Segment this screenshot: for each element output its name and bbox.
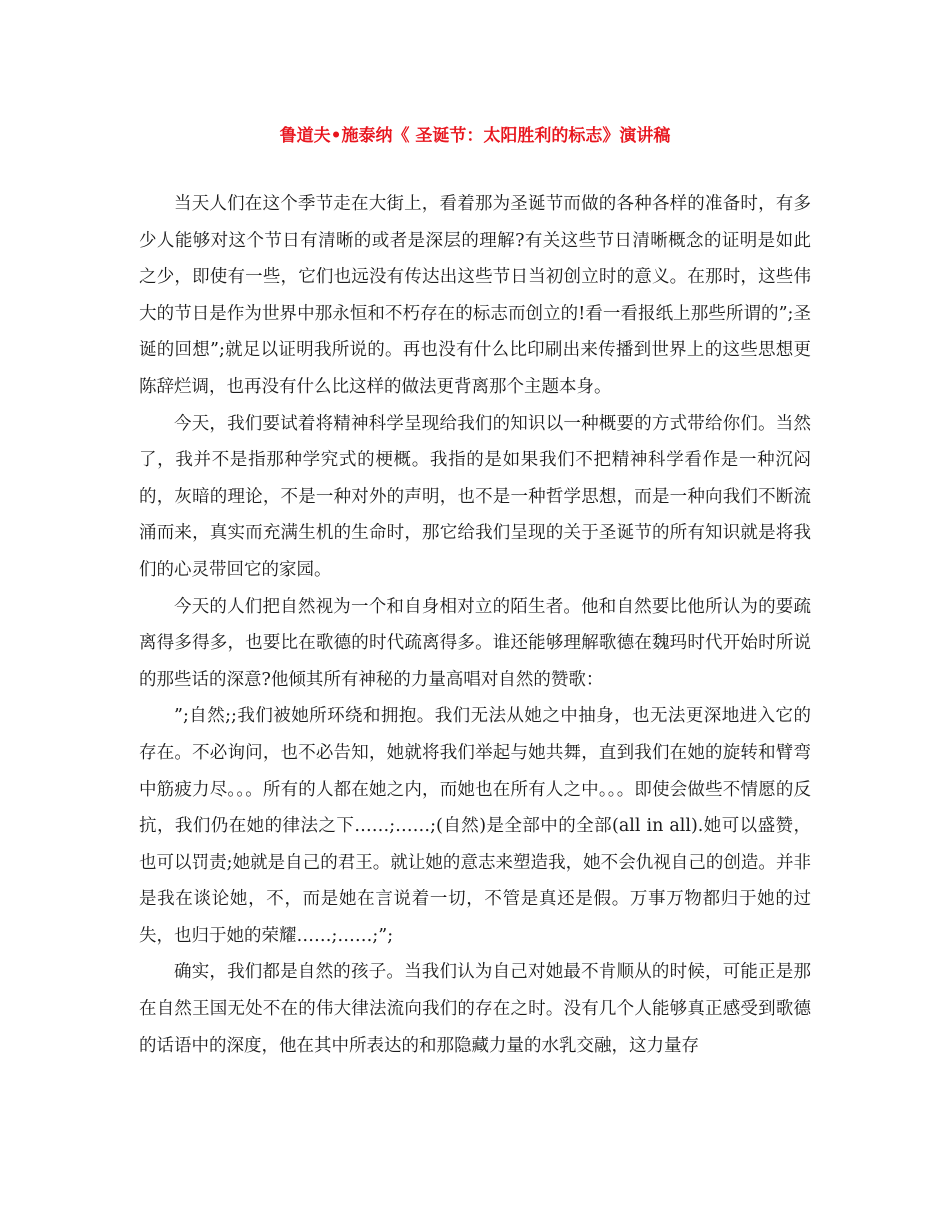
paragraph: 确实，我们都是自然的孩子。当我们认为自己对她最不肯顺从的时候，可能正是那在自然王国无处不在的伟大律法流向我们的存在之时。没有几个人能够真正感受到歌德的话语中的深度，他在其中所表达的和那隐藏力量的水乳交融，这力量存 [139,962,811,1056]
paragraph: 今天，我们要试着将精神科学呈现给我们的知识以一种概要的方式带给你们。当然了，我并不是指那种学究式的梗概。我指的是如果我们不把精神科学看作是一种沉闷的，灰暗的理论，不是一种对外的声明，也不是一种哲学思想，而是一种向我们不断流涌而来，真实而充满生机的生命时，那它给我们呈现的关于圣诞节的所有知识就是将我们的心灵带回它的家园。 [139,413,811,580]
paragraph: 今天的人们把自然视为一个和自身相对立的陌生者。他和自然要比他所认为的要疏离得多得多，也要比在歌德的时代疏离得多。谁还能够理解歌德在魏玛时代开始时所说的那些话的深意?他倾其所有神秘的力量高唱对自然的赞歌： [139,596,811,690]
document-title: 鲁道夫•施泰纳《 圣诞节：太阳胜利的标志》演讲稿 [279,126,671,146]
paragraph: 当天人们在这个季节走在大街上，看着那为圣诞节而做的各种各样的准备时，有多少人能够对这个节日有清晰的或者是深层的理解?有关这些节日清晰概念的证明是如此之少，即使有一些，它们也远没有传达出这些节日当初创立时的意义。在那时，这些伟大的节日是作为世界中那永恒和不朽存在的标志而创立的!看一看报纸上那些所谓的”;圣诞的回想”;就足以证明我所说的。再也没有什么比印刷出来传播到世界上的这些思想更陈辞烂调，也再没有什么比这样的做法更背离那个主题本身。 [139,194,811,397]
document-body [139,186,811,1064]
paragraph: ”;自然;;我们被她所环绕和拥抱。我们无法从她之中抽身，也无法更深地进入它的存在。不必询问，也不必告知，她就将我们举起与她共舞，直到我们在她的旋转和臂弯中筋疲力尽。。。所有的人都在她之内，而她也在所有人之中。。。即使会做些不情愿的反抗，我们仍在她的律法之下……;……;(自然)是全部中的全部(all in all).她可以盛赞，也可以罚责;她就是自己的君王。就让她的意志来塑造我，她不会仇视自己的创造。并非是我在谈论她，不，而是她在言说着一切，不管是真还是假。万事万物都归于她的过失，也归于她的荣耀……;……;”; [139,706,811,946]
